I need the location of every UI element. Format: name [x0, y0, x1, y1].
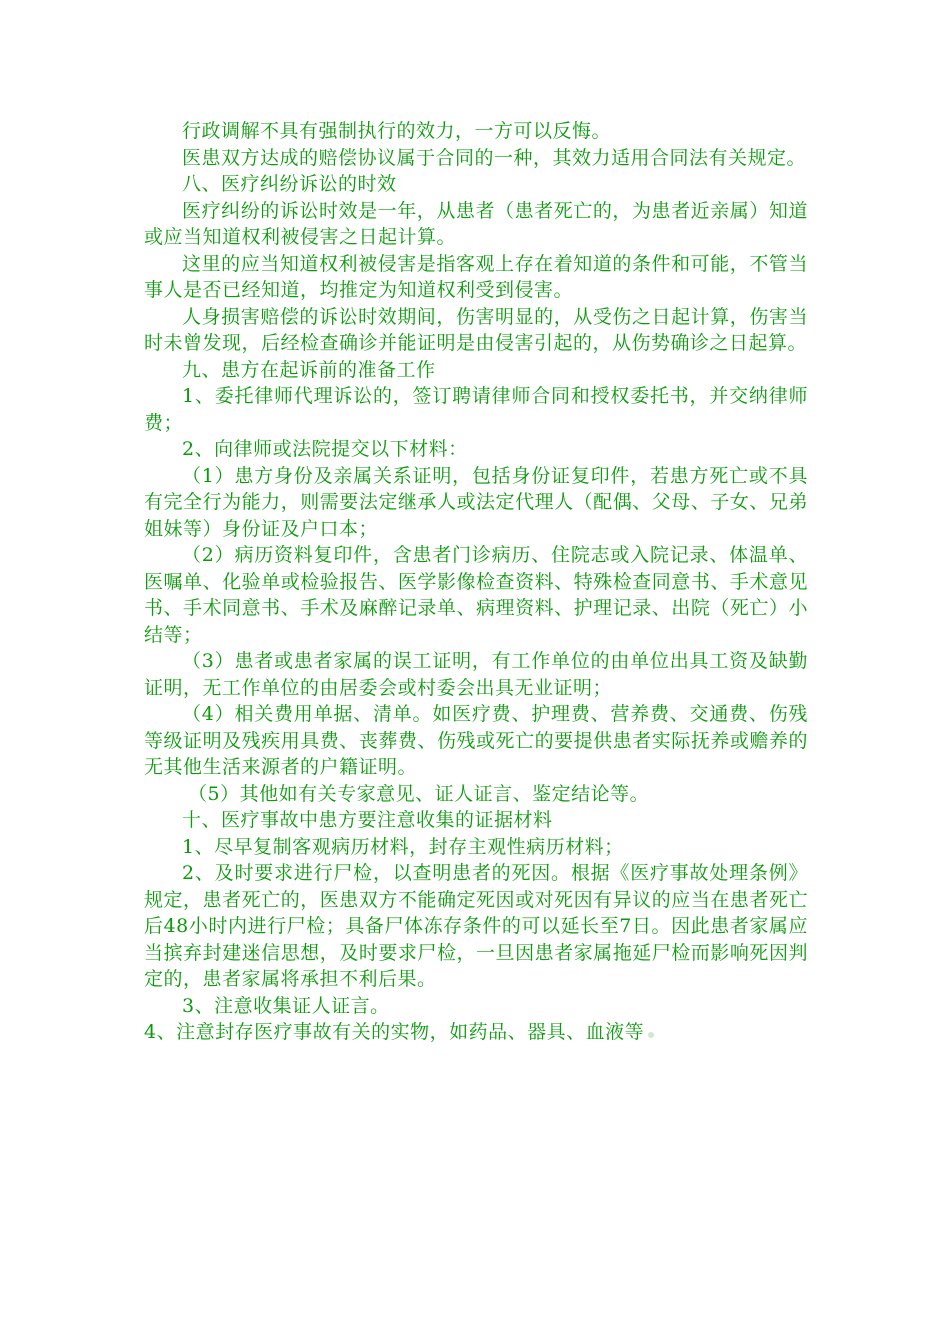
list-item-expense-receipts: （4）相关费用单据、清单。如医疗费、护理费、营养费、交通费、伤残等级证明及残疾用具费、丧葬费、伤残或死亡的要提供患者实际抚养或赡养的无其他生活来源者的户籍证明。 [144, 703, 808, 778]
paragraph-limitation-period: 医疗纠纷的诉讼时效是一年，从患者（患者死亡的，为患者近亲属）知道或应当知道权利被侵害之日起计算。 [144, 199, 808, 248]
section-heading-9: 九、患方在起诉前的准备工作 [182, 358, 436, 381]
list-item-submit-materials: 2、向律师或法院提交以下材料： [182, 438, 468, 460]
list-item-seal-evidence [144, 1019, 808, 1046]
list-item-witness-testimony: 3、注意收集证人证言。 [182, 994, 390, 1017]
section-heading-10: 十、医疗事故中患方要注意收集的证据材料 [182, 809, 553, 831]
list-item-seal-evidence-text: 4、注意封存医疗事故有关的实物，如药品、器具、血液等 [144, 1021, 645, 1043]
document-body [144, 118, 808, 1046]
faint-dot-icon [648, 1032, 654, 1038]
paragraph-mediation-no-force: 行政调解不具有强制执行的效力，一方可以反悔。 [182, 120, 612, 142]
list-item-autopsy: 2、及时要求进行尸检，以查明患者的死因。根据《医疗事故处理条例》规定，患者死亡的，医患双方不能确定死因或对死因有异议的应当在患者死亡后48小时内进行尸检；具备尸体冻存条件的可以延长至7日。因此患者家属应当摈弃封建迷信思想，及时要求尸检，一旦因患者家属拖延尸检而影响死因判定的，患者家属将承担不利后果。 [144, 862, 808, 990]
paragraph-agreement-contract: 医患双方达成的赔偿协议属于合同的一种，其效力适用合同法有关规定。 [182, 146, 807, 169]
list-item-identity-proof: （1）患方身份及亲属关系证明，包括身份证复印件，若患方死亡或不具有完全行为能力，则需要法定继承人或法定代理人（配偶、父母、子女、兄弟姐妹等）身份证及户口本； [144, 464, 808, 540]
paragraph-injury-limitation: 人身损害赔偿的诉讼时效期间，伤害明显的，从受伤之日起计算，伤害当时未曾发现，后经检查确诊并能证明是由侵害引起的，从伤势确诊之日起算。 [144, 305, 808, 354]
list-item-lost-work-proof: （3）患者或患者家属的误工证明，有工作单位的由单位出具工资及缺勤证明，无工作单位的由居委会或村委会出具无业证明； [144, 650, 808, 699]
list-item-copy-records: 1、尽早复制客观病历材料，封存主观性病历材料； [182, 835, 624, 858]
list-item-other-evidence: （5）其他如有关专家意见、证人证言、鉴定结论等。 [188, 782, 650, 805]
list-item-medical-records: （2）病历资料复印件，含患者门诊病历、住院志或入院记录、体温单、医嘱单、化验单或检验报告、医学影像检查资料、特殊检查同意书、手术意见书、手术同意书、手术及麻醉记录单、病理资料、护理记录、出院（死亡）小结等； [144, 544, 808, 646]
paragraph-should-know: 这里的应当知道权利被侵害是指客观上存在着知道的条件和可能，不管当事人是否已经知道，均推定为知道权利受到侵害。 [144, 252, 808, 301]
list-item-hire-lawyer: 1、委托律师代理诉讼的，签订聘请律师合同和授权委托书，并交纳律师费； [144, 385, 808, 434]
section-heading-8: 八、医疗纠纷诉讼的时效 [182, 173, 397, 195]
